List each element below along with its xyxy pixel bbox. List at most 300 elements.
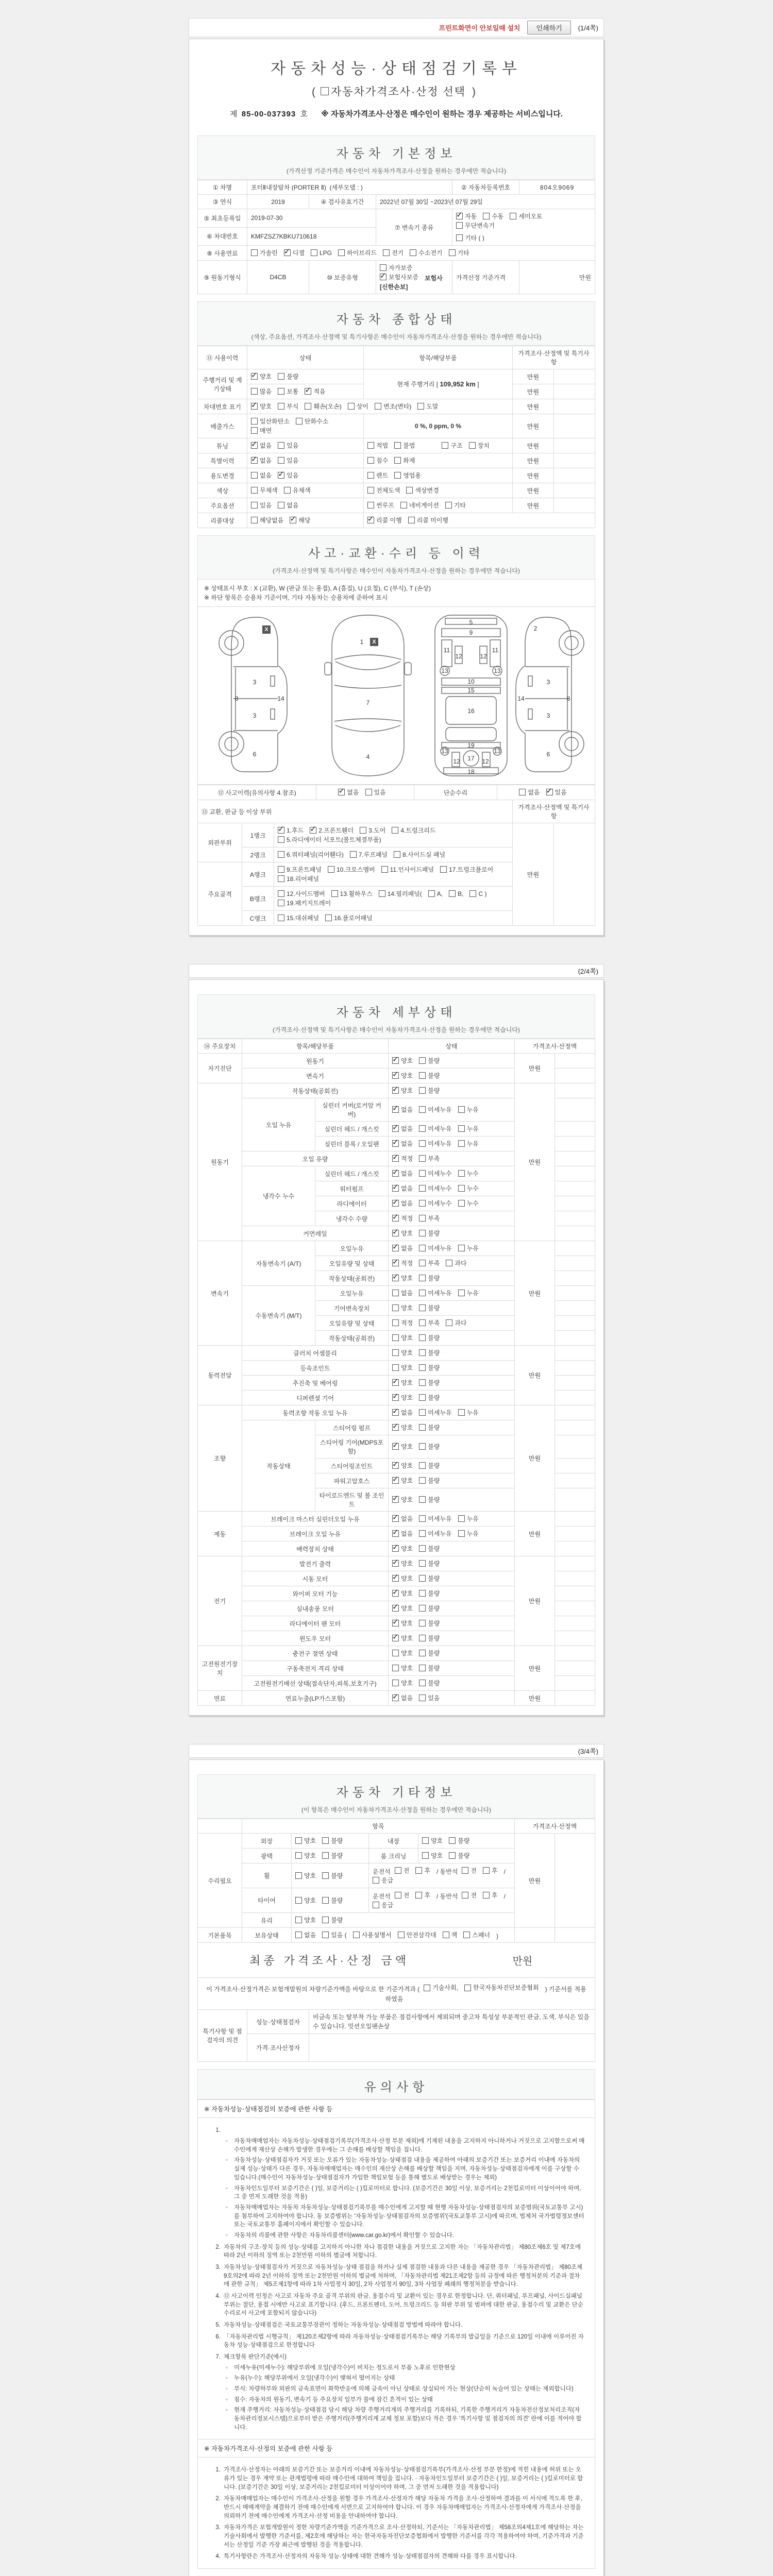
checkbox[interactable]	[469, 442, 476, 449]
price-value	[555, 1083, 595, 1098]
checkbox-label: 리콜 미이행	[416, 517, 448, 524]
checkbox[interactable]	[379, 890, 385, 897]
checkbox[interactable]	[428, 890, 435, 897]
checkbox[interactable]	[419, 1304, 426, 1311]
checkbox[interactable]	[445, 502, 452, 509]
checkbox[interactable]	[322, 1872, 329, 1879]
checkbox[interactable]	[278, 875, 284, 882]
checkbox-label: 누유	[466, 1106, 479, 1113]
check-option	[419, 1229, 440, 1238]
checkbox[interactable]	[251, 487, 258, 494]
check-option	[446, 1318, 466, 1327]
checkbox[interactable]	[380, 274, 386, 280]
check-option	[483, 212, 503, 221]
state-checks	[389, 1331, 515, 1346]
state-checks	[389, 1676, 515, 1691]
checkbox[interactable]	[392, 1496, 399, 1503]
checkbox-label: 부족	[428, 1215, 440, 1222]
checkbox[interactable]	[463, 1931, 470, 1938]
checkbox[interactable]	[458, 1200, 465, 1207]
checkbox[interactable]	[295, 1837, 302, 1844]
checkbox[interactable]	[546, 789, 553, 795]
checkbox[interactable]	[251, 403, 258, 410]
checkbox[interactable]	[392, 1072, 399, 1079]
checkbox[interactable]	[392, 1230, 399, 1236]
checkbox[interactable]	[419, 1496, 426, 1503]
checkbox[interactable]	[322, 1931, 329, 1938]
checkbox-label: 양호	[401, 1364, 413, 1371]
checkbox[interactable]	[367, 457, 374, 464]
checkbox[interactable]	[367, 472, 374, 479]
exchange-area-label: ⑬ 교환, 판금 등 이상 부위	[198, 800, 513, 823]
check-option	[419, 1348, 440, 1357]
checkbox[interactable]	[419, 1590, 426, 1597]
checkbox[interactable]	[338, 249, 345, 256]
check-option	[295, 1871, 316, 1880]
checkbox[interactable]	[278, 442, 284, 449]
checkbox[interactable]	[251, 373, 258, 380]
checkbox[interactable]	[415, 1892, 422, 1899]
checkbox[interactable]	[278, 472, 284, 479]
check-option	[395, 1891, 410, 1900]
price-value	[555, 1435, 595, 1459]
checkbox[interactable]	[394, 472, 401, 479]
checkbox[interactable]	[417, 403, 424, 410]
note-sub-item	[211, 2385, 585, 2394]
checkbox[interactable]	[419, 1364, 426, 1371]
checkbox[interactable]	[458, 1290, 465, 1296]
checkbox[interactable]	[278, 373, 284, 380]
checkbox[interactable]	[458, 1140, 465, 1147]
checkbox[interactable]	[251, 517, 258, 523]
checkbox[interactable]	[392, 1650, 399, 1656]
detail-row	[198, 1346, 595, 1361]
checkbox-label: 스패너	[472, 1931, 491, 1939]
check-option	[383, 248, 404, 257]
checkbox[interactable]	[295, 1872, 302, 1879]
checkbox[interactable]	[392, 1260, 399, 1266]
checkbox[interactable]	[419, 1680, 426, 1686]
checkbox[interactable]	[392, 1530, 399, 1537]
checkbox[interactable]	[392, 1334, 399, 1341]
note-number: 1.	[215, 2467, 221, 2473]
checkbox[interactable]	[458, 1515, 465, 1522]
checkbox[interactable]	[331, 890, 338, 897]
checkbox[interactable]	[419, 1057, 426, 1064]
price-value	[554, 453, 595, 468]
checkbox[interactable]	[395, 1892, 401, 1899]
checkbox[interactable]	[406, 487, 413, 494]
checkbox[interactable]	[278, 836, 284, 843]
check-option	[284, 486, 311, 495]
checkbox[interactable]	[419, 1170, 426, 1177]
checkbox[interactable]	[392, 1106, 399, 1113]
checkbox[interactable]	[380, 264, 386, 271]
final-price-label: 최종 가격조사·산정 금액	[249, 1954, 410, 1967]
checkbox[interactable]	[278, 890, 284, 897]
checkbox[interactable]	[295, 1931, 302, 1938]
checkbox[interactable]	[278, 900, 284, 906]
checkbox[interactable]	[458, 1245, 465, 1251]
checkbox[interactable]	[278, 851, 284, 858]
price-value	[555, 1488, 595, 1512]
checkbox[interactable]	[290, 517, 296, 523]
checkbox[interactable]	[510, 213, 516, 219]
checkbox[interactable]	[456, 234, 463, 241]
checkbox[interactable]	[284, 249, 291, 256]
checkbox[interactable]	[456, 222, 463, 229]
checkbox[interactable]	[419, 1620, 426, 1626]
check-option	[367, 441, 388, 450]
checkbox[interactable]	[422, 1852, 429, 1859]
checkbox[interactable]	[278, 502, 284, 509]
checkbox[interactable]	[322, 1897, 329, 1904]
checkbox[interactable]	[419, 1575, 426, 1582]
checkbox[interactable]	[446, 1260, 452, 1266]
checkbox[interactable]	[392, 1515, 399, 1522]
checkbox[interactable]	[360, 827, 366, 834]
checkbox-label: 응급	[381, 1877, 394, 1884]
checkbox[interactable]	[419, 1140, 426, 1147]
check-option	[519, 788, 540, 796]
checkbox[interactable]	[392, 1125, 399, 1132]
checkbox[interactable]	[419, 1200, 426, 1207]
checkbox[interactable]	[392, 1290, 399, 1296]
state-checks	[389, 1586, 515, 1601]
checkbox-label: 불법	[403, 442, 415, 449]
checkbox[interactable]	[419, 1605, 426, 1612]
checkbox[interactable]	[367, 442, 374, 449]
checkbox[interactable]	[419, 1635, 426, 1641]
checkbox[interactable]	[419, 1694, 426, 1701]
checkbox[interactable]	[392, 1379, 399, 1386]
checkbox[interactable]	[456, 213, 463, 219]
checkbox[interactable]	[367, 502, 374, 509]
unit: 만원	[515, 1241, 555, 1346]
vin-value: KMFZSZ7KBKU710618	[247, 227, 376, 246]
checkbox-label: 양호	[401, 1394, 413, 1401]
checkbox[interactable]	[419, 1545, 426, 1552]
checkbox[interactable]	[348, 403, 355, 410]
checkbox[interactable]	[278, 457, 284, 464]
checkbox[interactable]	[419, 1106, 426, 1113]
checkbox[interactable]	[350, 851, 357, 858]
checkbox[interactable]	[419, 1087, 426, 1094]
checkbox[interactable]	[392, 1477, 399, 1484]
checkbox[interactable]	[392, 1200, 399, 1207]
checkbox[interactable]	[415, 1867, 422, 1874]
checkbox[interactable]	[322, 1852, 329, 1859]
checkbox[interactable]	[419, 1665, 426, 1671]
checkbox[interactable]	[398, 1931, 405, 1938]
checkbox[interactable]	[278, 403, 284, 410]
checkbox-label: 안전삼각대	[406, 1931, 436, 1939]
checkbox[interactable]	[419, 1424, 426, 1431]
checkbox[interactable]	[419, 1650, 426, 1656]
checkbox[interactable]	[442, 442, 448, 449]
checkbox[interactable]	[392, 1560, 399, 1567]
recall-checks2	[364, 513, 595, 528]
checkbox[interactable]	[449, 1837, 456, 1844]
checkbox[interactable]	[464, 1985, 471, 1991]
checkbox-label: 불량	[428, 1590, 440, 1597]
checkbox[interactable]	[483, 213, 490, 219]
checkbox[interactable]	[392, 1394, 399, 1401]
checkbox[interactable]	[449, 1852, 456, 1859]
checkbox[interactable]	[458, 1409, 465, 1416]
checkbox[interactable]	[483, 1892, 490, 1899]
checkbox[interactable]	[373, 1902, 379, 1908]
note-sub-text: 자동차매매업자는 자동차 자동차성능·상태점검기록부를 매수인에게 고지할 때 현행 자동차성능·상태점검자의 보증범위(국토교통부 고시)를 첨부하여 고지하여야 합니다. 동 보증범위는 '자동차성능·상태점검자의 보증범위'(국토교통부 고시)에 따르며, 법제처 국가법령정보센터 또는 국토교통부 홈페이지에서 확인할 수 있습니다.	[234, 2204, 584, 2228]
checkbox[interactable]	[469, 890, 476, 897]
state-checks	[389, 1083, 515, 1098]
checkbox[interactable]	[419, 1072, 426, 1079]
panel-number-label: 13	[494, 748, 501, 755]
checkbox-label: 불량	[428, 1605, 440, 1612]
checkbox[interactable]	[419, 1215, 426, 1222]
checkbox[interactable]	[338, 789, 345, 795]
checkbox[interactable]	[419, 1275, 426, 1281]
checkbox[interactable]	[295, 1897, 302, 1904]
checkbox[interactable]	[392, 1620, 399, 1626]
checkbox[interactable]	[278, 827, 284, 834]
checkbox[interactable]	[296, 418, 303, 425]
checkbox[interactable]	[419, 1155, 426, 1162]
checkbox[interactable]	[394, 442, 401, 449]
checkbox[interactable]	[419, 1379, 426, 1386]
tire-checks	[292, 1888, 369, 1913]
checkbox[interactable]	[458, 1530, 465, 1537]
checkbox[interactable]	[321, 87, 329, 95]
checkbox[interactable]	[462, 1867, 468, 1874]
checkbox[interactable]	[392, 1304, 399, 1311]
checkbox[interactable]	[392, 1694, 399, 1701]
checkbox[interactable]	[392, 1155, 399, 1162]
check-option	[251, 486, 278, 495]
print-install-notice[interactable]: 프린트화면이 안보일때 설치	[439, 24, 520, 32]
checkbox[interactable]	[392, 1680, 399, 1686]
checkbox[interactable]	[449, 249, 456, 256]
checkbox-label: 있음	[287, 472, 299, 479]
checkbox[interactable]	[394, 851, 400, 858]
main-frame-label: 주요골격	[198, 862, 242, 926]
check-option	[278, 889, 325, 898]
checkbox[interactable]	[419, 1230, 426, 1236]
check-option	[419, 1476, 440, 1485]
checkbox[interactable]	[251, 427, 258, 434]
checkbox[interactable]	[410, 249, 416, 256]
checkbox[interactable]	[373, 1877, 379, 1884]
checkbox[interactable]	[419, 1443, 426, 1450]
section-title: 자동차 기타정보	[336, 1786, 457, 1800]
checkbox[interactable]	[446, 1319, 452, 1326]
checkbox[interactable]	[251, 442, 258, 449]
accident-legend	[197, 580, 595, 607]
checkbox[interactable]	[251, 418, 258, 425]
checkbox[interactable]	[392, 1245, 399, 1251]
check-option	[462, 1866, 477, 1875]
checkbox[interactable]	[322, 1917, 329, 1923]
state-checks	[389, 1098, 515, 1122]
exterior-checks	[292, 1834, 369, 1849]
checkbox[interactable]	[392, 1605, 399, 1612]
checkbox[interactable]	[392, 1590, 399, 1597]
check-option	[392, 1514, 413, 1523]
checkbox[interactable]	[251, 388, 258, 395]
checkbox[interactable]	[519, 789, 526, 795]
checkbox[interactable]	[251, 472, 258, 479]
checkbox[interactable]	[449, 890, 456, 897]
checkbox[interactable]	[443, 1931, 449, 1938]
checkbox[interactable]	[367, 517, 374, 523]
checkbox-label: 있음	[374, 789, 386, 796]
checkbox[interactable]	[458, 1185, 465, 1192]
checkbox[interactable]	[322, 1837, 329, 1844]
item-label: 디퍼렌셜 기어	[242, 1391, 389, 1405]
checkbox[interactable]	[419, 1409, 426, 1416]
checkbox-label: 불량	[428, 1334, 440, 1342]
check-option	[415, 1891, 430, 1900]
checkbox[interactable]	[419, 1319, 426, 1326]
checkbox[interactable]	[419, 1394, 426, 1401]
checkbox[interactable]	[392, 1409, 399, 1416]
checkbox[interactable]	[419, 1515, 426, 1522]
simple-repair-label: 단순수리	[414, 785, 497, 800]
checkbox[interactable]	[458, 1106, 465, 1113]
checkbox[interactable]	[392, 1635, 399, 1641]
checkbox[interactable]	[483, 1867, 490, 1874]
unit: 만원	[515, 1346, 555, 1405]
checkbox-label: 미세누수	[428, 1170, 452, 1177]
checkbox[interactable]	[381, 866, 388, 873]
checkbox-label: 양호	[401, 1334, 413, 1342]
checkbox[interactable]	[392, 1140, 399, 1147]
checkbox[interactable]	[392, 1443, 399, 1450]
unit: 만원	[513, 399, 554, 414]
checkbox[interactable]	[365, 789, 372, 795]
checkbox-label: 양호	[401, 1665, 413, 1672]
detail-row	[198, 1556, 595, 1571]
checkbox[interactable]	[419, 1349, 426, 1356]
checkbox[interactable]	[400, 502, 407, 509]
checkbox-label: 불량	[428, 1057, 440, 1064]
check-option	[483, 1866, 498, 1875]
checkbox[interactable]	[278, 866, 284, 873]
exchange-area-table	[197, 800, 595, 926]
checkbox[interactable]	[392, 1364, 399, 1371]
checkbox[interactable]	[392, 1170, 399, 1177]
check-option	[392, 1649, 413, 1657]
checkbox[interactable]	[462, 1892, 468, 1899]
checkbox[interactable]	[419, 1530, 426, 1537]
note-text: 가격조사·산정자는 아래의 보증기간 또는 보증거리 이내에 자동차성능·상태점검기록부(가격조사·산정 부분 한정)에 적힌 내용에 허위 또는 오류가 있는 경우 계약 또는 관계법령에 따라 매수인에 대하여 책임을 집니다. · 자동차인도일부터 보증기간은 ( )일, 보증거리는 ( )킬로미터로 합니다. (보증기간은 30일 이상, 보증거리는 2천킬로미터 이상이어야 하며, 그 중 먼저 도래한 것을 적용합니다)	[224, 2467, 583, 2490]
checkbox[interactable]	[305, 403, 311, 410]
checkbox[interactable]	[325, 914, 332, 921]
check-option	[394, 441, 415, 450]
checkbox-label: 9.프론트패널	[287, 866, 322, 873]
checkbox[interactable]	[392, 1215, 399, 1222]
checkbox[interactable]	[295, 1917, 302, 1923]
check-option	[419, 1529, 451, 1538]
checkbox[interactable]	[278, 914, 284, 921]
checkbox[interactable]	[440, 866, 447, 873]
panel-number-label: 12	[482, 758, 489, 765]
price-value	[554, 384, 595, 399]
item-label: 브레이크 마스터 실린더오일 누유	[242, 1512, 389, 1527]
checkbox[interactable]	[424, 1985, 430, 1991]
checkbox-label: 불량	[428, 1275, 440, 1282]
checkbox[interactable]	[419, 1185, 426, 1192]
checkbox[interactable]	[422, 1837, 429, 1844]
checkbox-label: 있음	[287, 442, 299, 449]
checkbox[interactable]	[251, 457, 258, 464]
checkbox[interactable]	[419, 1260, 426, 1266]
checkbox[interactable]	[419, 1245, 426, 1251]
checkbox[interactable]	[392, 1275, 399, 1281]
checkbox[interactable]	[395, 1867, 401, 1874]
car-name-label: ① 차명	[198, 180, 247, 195]
print-button[interactable]: 인쇄하기	[527, 21, 570, 35]
checkbox[interactable]	[419, 1290, 426, 1296]
checkbox[interactable]	[392, 1424, 399, 1431]
checkbox[interactable]	[392, 1462, 399, 1469]
checkbox[interactable]	[392, 1575, 399, 1582]
checkbox[interactable]	[311, 249, 317, 256]
checkbox[interactable]	[353, 1931, 360, 1938]
checkbox[interactable]	[392, 1185, 399, 1192]
panel-number-label: 3	[253, 679, 257, 686]
checkbox[interactable]	[419, 1125, 426, 1132]
rank1-checks	[274, 823, 513, 848]
checkbox[interactable]	[251, 502, 258, 509]
checkbox[interactable]	[367, 487, 374, 494]
detail-row	[198, 1405, 595, 1420]
checkbox[interactable]	[305, 388, 311, 395]
checkbox-label: 있음	[554, 789, 567, 796]
checkbox[interactable]	[375, 403, 381, 410]
state-checks	[389, 1459, 515, 1473]
checkbox[interactable]	[383, 249, 390, 256]
checkbox[interactable]	[284, 487, 291, 494]
page-indicator-bar-3	[189, 1744, 604, 1758]
section-detail	[197, 994, 595, 1039]
checkbox[interactable]	[251, 249, 258, 256]
checkbox[interactable]	[278, 388, 284, 395]
checkbox[interactable]	[392, 827, 398, 834]
checkbox[interactable]	[394, 457, 401, 464]
checkbox[interactable]	[310, 827, 316, 834]
checkbox[interactable]	[458, 1125, 465, 1132]
checkbox[interactable]	[458, 1170, 465, 1177]
checkbox[interactable]	[408, 517, 415, 523]
checkbox[interactable]	[328, 866, 334, 873]
check-option	[422, 1836, 443, 1845]
checkbox[interactable]	[419, 1462, 426, 1469]
checkbox[interactable]	[419, 1334, 426, 1341]
checkbox[interactable]	[392, 1057, 399, 1064]
check-option	[443, 1930, 458, 1939]
checkbox[interactable]	[392, 1319, 399, 1326]
checkbox[interactable]	[392, 1545, 399, 1552]
checkbox-label: 과다	[455, 1260, 467, 1267]
checkbox[interactable]	[392, 1087, 399, 1094]
checkbox[interactable]	[392, 1665, 399, 1671]
checkbox[interactable]	[392, 1349, 399, 1356]
note-item	[211, 2552, 585, 2561]
checkbox[interactable]	[295, 1852, 302, 1859]
checkbox[interactable]	[419, 1477, 426, 1484]
checkbox[interactable]	[419, 1560, 426, 1567]
